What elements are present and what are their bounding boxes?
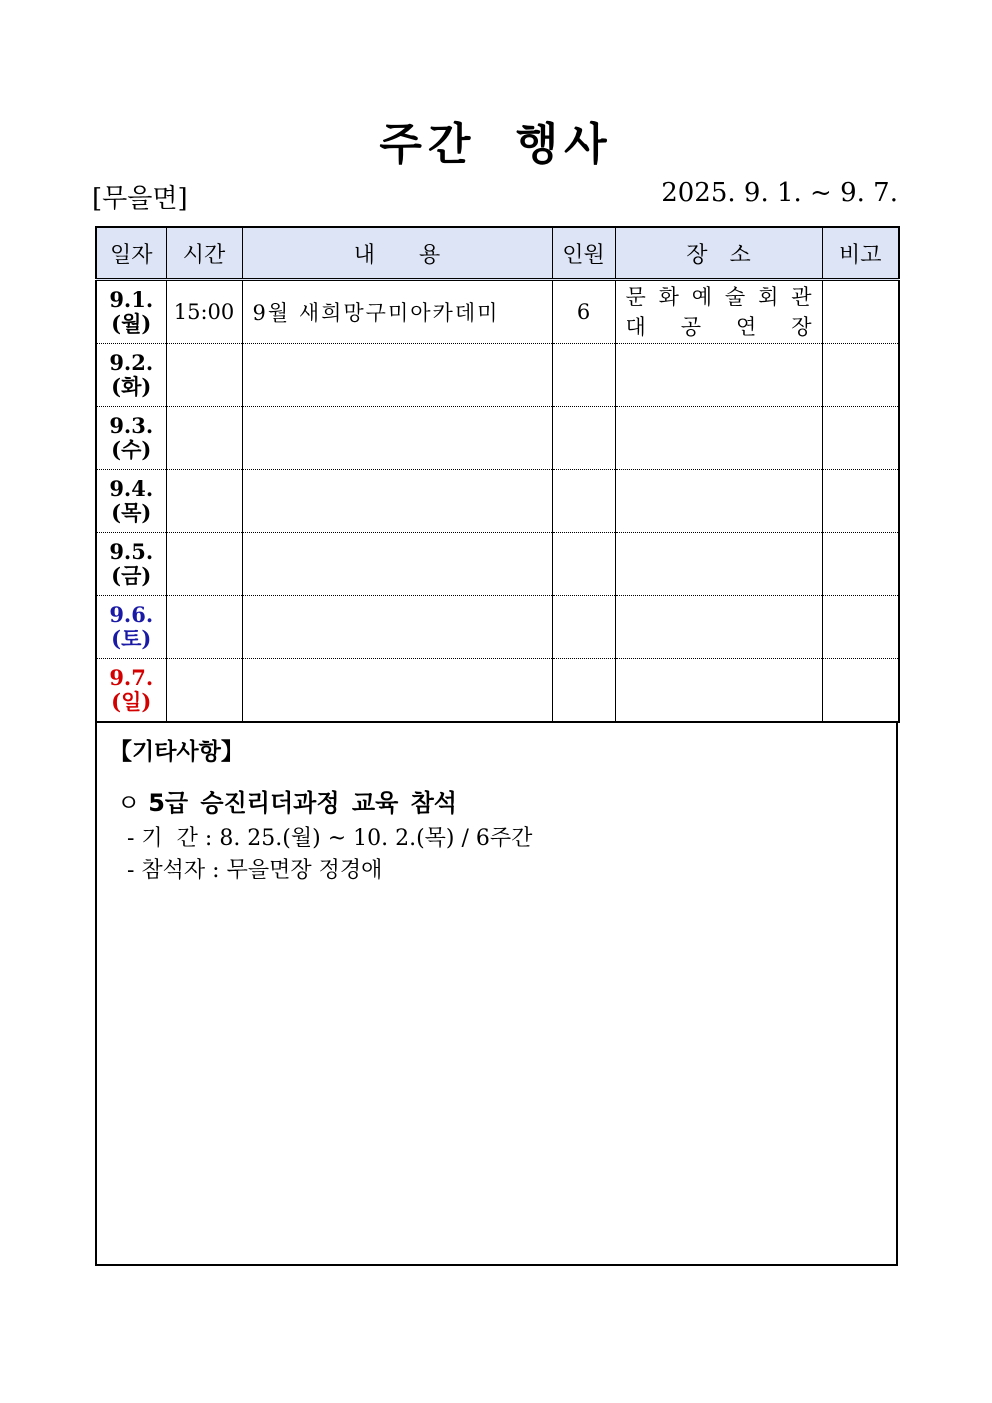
period-label: 2025. 9. 1. ~ 9. 7. (661, 178, 898, 208)
cell-time (166, 659, 242, 723)
day-text: (금) (111, 563, 152, 588)
cell-place (615, 344, 822, 407)
cell-people (552, 659, 615, 723)
department-label: [무을면] (92, 184, 188, 214)
day-text: (일) (111, 689, 152, 714)
cell-date (96, 470, 166, 533)
cell-people (552, 470, 615, 533)
day-text: (수) (111, 437, 152, 462)
table-row (96, 596, 899, 659)
place-line (616, 312, 822, 342)
date-text: 9.2. (109, 350, 154, 375)
header-time: 시간 (166, 227, 242, 280)
day-text: (목) (111, 500, 152, 525)
header-date: 일자 (96, 227, 166, 280)
cell-time (166, 533, 242, 596)
cell-content (242, 407, 552, 470)
table-row (96, 280, 899, 344)
cell-content (242, 596, 552, 659)
cell-note (822, 344, 899, 407)
date-text: 9.7. (109, 665, 154, 690)
place-char: 화 (658, 285, 679, 309)
cell-content (242, 533, 552, 596)
cell-place (615, 470, 822, 533)
header-note: 비고 (822, 227, 899, 280)
table-row (96, 470, 899, 533)
place-char: 공 (680, 315, 702, 339)
date-text: 9.5. (109, 539, 154, 564)
cell-content (242, 659, 552, 723)
cell-note (822, 407, 899, 470)
place-char: 연 (735, 315, 757, 339)
cell-time (166, 596, 242, 659)
place-char: 문 (625, 285, 646, 309)
cell-note (822, 533, 899, 596)
day-text: (월) (111, 311, 152, 336)
cell-note (822, 470, 899, 533)
cell-date (96, 344, 166, 407)
cell-people (552, 533, 615, 596)
place-char: 예 (691, 285, 713, 309)
cell-content (242, 470, 552, 533)
date-text: 9.6. (109, 602, 154, 627)
cell-people (552, 407, 615, 470)
cell-content: 9월 새희망구미아카데미 (242, 280, 552, 344)
header-people: 인원 (552, 227, 615, 280)
schedule-table (95, 226, 900, 723)
cell-date (96, 407, 166, 470)
page-title: 주간 행사 (379, 119, 613, 170)
table-row (96, 659, 899, 723)
date-text: 9.4. (109, 476, 154, 501)
notes-heading: 【기타사항】 (109, 739, 244, 765)
day-text: (화) (111, 374, 152, 399)
cell-people: 6 (552, 280, 615, 344)
place-char: 장 (791, 315, 812, 339)
cell-date (96, 280, 166, 344)
bullet-circle-icon: ㅇ (117, 789, 141, 817)
place-char: 회 (758, 285, 779, 309)
cell-note (822, 280, 899, 344)
cell-time (166, 470, 242, 533)
notes-detail-period: - 기 간 : 8. 25.(월) ~ 10. 2.(목) / 6주간 (127, 826, 533, 851)
cell-note (822, 596, 899, 659)
cell-place (615, 533, 822, 596)
notes-bullet-text: 5급 승진리더과정 교육 참석 (148, 789, 457, 817)
date-text: 9.1. (109, 287, 154, 312)
cell-time: 15:00 (166, 280, 242, 344)
cell-place (615, 659, 822, 723)
cell-date (96, 659, 166, 723)
place-char: 관 (791, 285, 812, 309)
cell-date (96, 596, 166, 659)
place-line (616, 282, 822, 312)
day-text: (토) (111, 626, 152, 651)
place-char: 술 (724, 285, 746, 309)
notes-bullet (117, 783, 457, 818)
cell-place (615, 280, 822, 344)
header-content: 내 용 (242, 227, 552, 280)
cell-note (822, 659, 899, 723)
header-place: 장 소 (615, 227, 822, 280)
cell-date (96, 533, 166, 596)
cell-people (552, 596, 615, 659)
cell-time (166, 344, 242, 407)
notes-detail-attendee: - 참석자 : 무을면장 정경애 (127, 858, 383, 883)
table-row (96, 407, 899, 470)
place-char: 대 (625, 315, 646, 339)
table-header-row (96, 227, 899, 280)
table-row (96, 344, 899, 407)
table-row (96, 533, 899, 596)
cell-place (615, 407, 822, 470)
cell-content (242, 344, 552, 407)
cell-people (552, 344, 615, 407)
cell-time (166, 407, 242, 470)
notes-section (95, 721, 898, 1266)
date-text: 9.3. (109, 413, 154, 438)
cell-place (615, 596, 822, 659)
